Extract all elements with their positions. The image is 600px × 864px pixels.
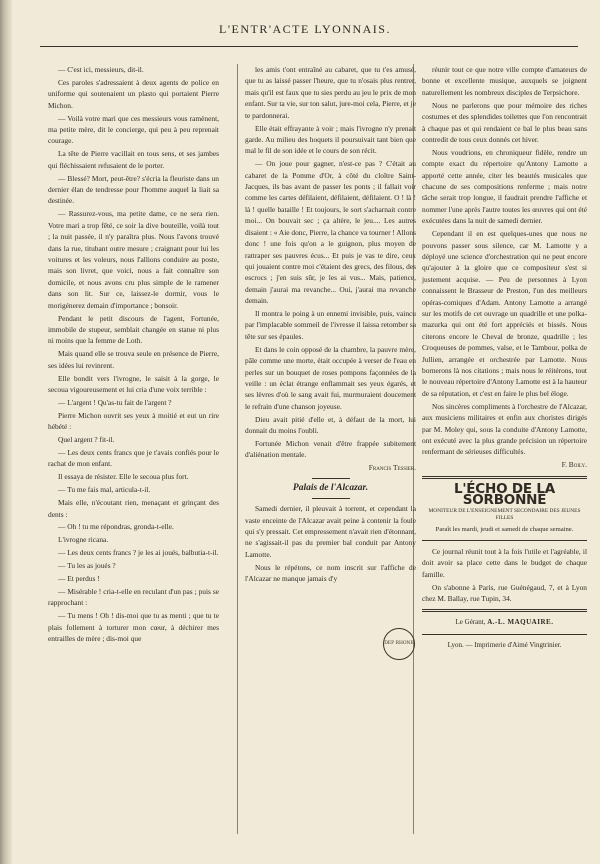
paragraph: — Oh ! tu me répondras, gronda-t-elle. [58,522,174,532]
ad-top-rule [422,476,587,479]
gerant-line [422,617,587,628]
ad-schedule: Paraît les mardi, jeudi et samedi de chaque semaine. [435,525,574,533]
paragraph: réunir tout ce que notre ville compte d'amateurs de bonne et excellente musique, auxquels se joignent naturellement les nombreux disciples de Terpsichore. [422,65,587,97]
paragraph: Mais quand elle se trouva seule en présence de Pierre, ses idées lui revinrent. [48,349,219,370]
paragraph: Quel argent ? fit-il. [58,435,115,445]
ad-title: L'ÉCHO DE LA SORBONNE [453,480,556,509]
ad-subtitle: MONITEUR DE L'ENSEIGNEMENT SECONDAIRE DES JEUNES FILLES [428,508,581,522]
paragraph: — Tu les as joués ? [58,561,116,571]
paragraph: Nos sincères compliments à l'orchestre de l'Alcazar, aux musiciens militaires et enfin aux choristes dirigés par M. Moley qui, sous la conduite d'Antony Lamotte, ont exécuté avec la plus grande précision un répertoire renfermant de sérieuses difficultés. [422,401,587,457]
header-rule [40,46,578,47]
paragraph: Elle était effrayante à voir ; mais l'ivrogne n'y prenait garde. Au milieu des hoquets il poursuivait tant bien que mal le fil de son idée et le cours de son récit. [245,123,416,156]
ad-divider [422,540,587,541]
column-rule-1 [237,64,238,834]
paragraph: Fortunée Michon venait d'être frappée subitement d'aliénation mentale. [245,439,416,460]
paragraph: Et dans le coin opposé de la chambre, la pauvre mère, pâle comme une morte, était occupée à verser de l'eau en perles sur un bouquet de roses pompons façonnées de la veille : un éclat étrange enflammait ses yeux égarés, et ses lèvres d'où le sang avait fui, murmuraient doucement le refrain d'une chanson joyeuse. [245,344,416,411]
gerant-label: Le Gérant, [455,618,486,627]
paragraph: Mais elle, n'écoutant rien, menaçant et grinçant des dents : [48,498,219,519]
paragraph: La tête de Pierre vacillait en tous sens, et ses jambes qui fléchissaient refusaient de le porter. [48,149,219,170]
ad-bottom-rule [422,609,587,612]
paragraph: — Les deux cents francs que je t'avais confiés pour le rachat de mon enfant. [48,448,219,469]
printer-line: Lyon. — Imprimerie d'Aimé Vingtrinier. [447,640,562,649]
paragraph: — Tu me fais mal, articula-t-il. [58,485,151,495]
ad-subscribe: On s'abonne à Paris, rue Guénégaud, 7, et à Lyon chez M. Ballay, rue Tupin, 34. [422,582,587,604]
author-signature: Francis Tessier. [368,463,416,473]
paragraph: Elle bondit vers l'ivrogne, le saisit à la gorge, le secoua vigoureusement et lui cria d'une voix terrible : [48,373,219,394]
section-divider [312,498,350,499]
feuilleton-end [245,64,416,461]
paragraph: — Rassurez-vous, ma petite dame, ce ne sera rien. Votre mari a trop fêté, ce soir la dive bouteille, voilà tout ; la nuit passée, il n'y paraîtra plus. Nous l'avons trouvé dans la rue, titubant outre mesure ; craignant pour lui les voitures et les voleurs, nous l'allions conduire au poste, mais son livret, que voici, nous a fait connaître son domicile, et nous avons cru plus simple de le ramener dans son lit. Sur ce, laissez-le dormir, vous le morigénerez demain d'importance ; bonsoir. [48,209,219,310]
alcazar-article [245,503,416,584]
section-divider [312,478,350,479]
postal-stamp: DEP RHONE [383,628,415,660]
column-3 [422,64,587,653]
paragraph: Cependant il en est quelques-unes que nous ne pouvons passer sous silence, car M. Lamotte y a déployé une science d'orchestration qui ne peut encore qu'ajouter à la gloire que ce compositeur s'est si justement acquise. — Peu de personnes à Lyon connaissent le Brasseur de Preston, l'un des meilleurs opéras-comiques d'Adam. Antony Lamotte a arrangé sur les motifs de cet ouvrage un quadrille et une polka-mazurka qui ont été fort appréciés et bissés. Nous citerons encore le Cheval de bronze, quadrille ; les Croqueuses de pommes, valse, et le Tambour, polka de Jullien, arrangée et orchestrée par Lamotte. Nous bornerons là nos citations ; mais nous le réitérons, tout le nouveau répertoire d'Antony Lamotte est à la hauteur de sa réputation, et c'est en faire le plus bel éloge. [422,229,587,398]
gerant-name: A.-L. MAQUAIRE. [487,618,554,627]
ad-body: Ce journal réunit tout à la fois l'utile et l'agréable, il doit avoir sa place cette dans le budget de chaque famille. [422,546,587,579]
paragraph: L'ivrogne ricana. [58,535,109,545]
paragraph: Il montra le poing à un ennemi invisible, puis, vaincu par l'implacable sommeil de l'ivresse il laissa retomber sa tête sur ses épaules. [245,309,416,341]
paragraph: Pendant le petit discours de l'agent, Fortunée, immobile de stupeur, semblait changée en statue ni plus ni moins que la femme de Loth. [48,313,219,346]
paragraph: — Les deux cents francs ? je les ai joués, balbutia-t-il. [58,548,219,558]
section-title: Palais de l'Alcazar. [292,482,369,493]
paragraph: — L'argent ! Qu'as-tu fait de l'argent ? [58,397,172,407]
paragraph: Nous voudrions, en chroniqueur fidèle, rendre un compte exact du répertoire qu'Antony Lamotte a apporté cette année, citer les beautés musicales que chacune de ses compositions renferme ; mais notre tâche serait trop longue, il faudrait prendre l'affiche et nommer l'une après l'autre toutes les œuvres qui ont été exécutées dans la nuit de samedi dernier. [422,147,587,226]
paragraph: Samedi dernier, il pleuvait à torrent, et cependant la vaste enceinte de l'Alcazar avait peine à contenir la foule qui s'y pressait. Cet empressement n'avait rien d'étonnant, ne s'agissait-il pas du premier bal conduit par Antony Lamotte. [245,504,416,559]
gerant-rule [422,634,587,635]
paragraph: Nous le répétons, ce nom inscrit sur l'affiche de l'Alcazar ne manque jamais d'y [245,562,416,584]
review-signature: F. Boily. [561,460,587,470]
running-head: L'ENTR'ACTE LYONNAIS. [219,22,391,36]
paragraph: Nous ne parlerons que pour mémoire des riches costumes et des splendides toilettes que l'on rencontrait à chaque pas et qui rendaient ce bal le plus beau sans contredit de tous ceux donnés cet hiver. [422,100,587,144]
column-2 [245,64,416,586]
paragraph: — Blessé? Mort, peut-être? s'écria la fleuriste dans un dernier élan de tendresse pour l'homme auquel la liait sa destinée. [48,173,219,206]
paragraph: Il essaya de résister. Elle le secoua plus fort. [58,472,189,482]
paragraph: — Misérable ! cria-t-elle en reculant d'un pas ; puis se rapprochant : [48,586,219,608]
paragraph: Ces paroles s'adressaient à deux agents de police en uniforme qui soutenaient un plasto qui portaient Pierre Michon. [48,77,219,110]
paragraph: — Et perdus ! [58,574,100,584]
column-1 [48,64,219,646]
paragraph: les amis t'ont entraîné au cabaret, que tu t'es amusé, que tu as laissé passer l'heure, que tu n'osais plus rentrer, mais qu'il est faux que tu sies perdu au jeu le prix de mon enfant. Sur ta vie, sur ton salut, jure-moi cela, Pierre, et je te pardonnerai. [245,65,416,120]
alcazar-article-continued [422,64,587,458]
paragraph: Pierre Michon ouvrit ses yeux à moitié et eut un rire hébété : [48,410,219,432]
paragraph: — Voilà votre mari que ces messieurs vous ramènent, ma petite mère, dit le concierge, qui peu à peu reprenait courage. [48,113,219,146]
paragraph: — C'est ici, messieurs, dit-il. [58,65,144,74]
binding-edge [0,0,12,864]
paragraph: — On joue pour gagner, n'est-ce pas ? C'était au cabaret de la Pomme d'Or, à côté du cloître Saint-Jacques, ils bas avant de passer les ponts ; il fallait voir comme les cartes défilaient, défilaient, défilaient. O ! là ! là ! quelle bataille ! Et toujours, le sort s'acharnait contre moi... On bouvait sec ; ça altère, le jeu.... Les autres disaient : « Aie donc, Pierre, la chance va tourner ! Allons donc ! une fois qu'on a le guignon, plus moyen de rattraper ses pauvres écus... Et puis je vas te dire, ceux qui jouaient contre moi c'étaient des grecs, des filous, des escrocs ; j'en suis sûr, je les ai vus... Mais, patience, demain j'aurai ma revanche... Oui, j'aurai ma revanche demain. [245,159,416,306]
paragraph: — Tu mens ! Oh ! dis-moi que tu as menti ; que tu te plais follement à torturer mon cœur, à déchirer mes entrailles de mère ; dis-moi que [48,611,219,644]
paragraph: Dieu avait pitié d'elle et, à défaut de la mort, lui donnait du moins l'oubli. [245,414,416,436]
